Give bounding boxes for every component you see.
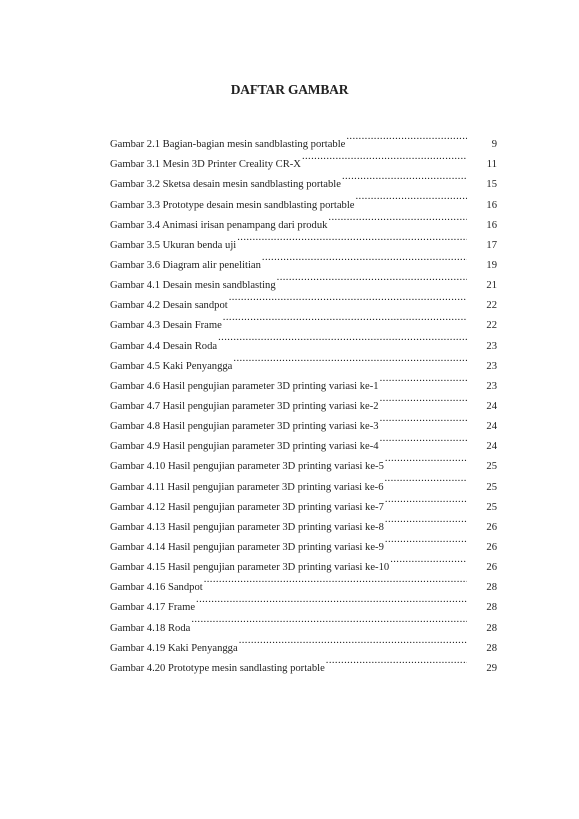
figure-entry-page-number: 28 bbox=[486, 622, 497, 634]
figure-entry-label: Gambar 3.5 Ukuran benda uji bbox=[110, 239, 237, 251]
dot-leader bbox=[239, 631, 467, 651]
figure-entry-page-number: 24 bbox=[486, 421, 497, 433]
figure-entry-label: Gambar 4.8 Hasil pengujian parameter 3D printing variasi ke-3 bbox=[110, 421, 379, 433]
dot-leader bbox=[380, 409, 467, 429]
figure-entry-page-number: 15 bbox=[486, 179, 497, 191]
figure-entry-label: Gambar 4.14 Hasil pengujian parameter 3D printing variasi ke-9 bbox=[110, 541, 384, 553]
dot-leader bbox=[380, 389, 467, 409]
figure-list-entry[interactable] bbox=[110, 127, 497, 151]
figure-entry-page-number: 22 bbox=[486, 320, 497, 332]
figure-entry-page-number: 16 bbox=[486, 199, 497, 211]
dot-leader bbox=[237, 228, 467, 248]
figure-entry-label: Gambar 2.1 Bagian-bagian mesin sandblasting portable bbox=[110, 139, 346, 151]
dot-leader bbox=[328, 208, 467, 228]
dot-leader bbox=[191, 610, 467, 630]
figure-entry-label: Gambar 4.17 Frame bbox=[110, 602, 196, 614]
dot-leader bbox=[262, 248, 467, 268]
figure-entry-page-number: 21 bbox=[486, 280, 497, 292]
figure-entry-label: Gambar 4.20 Prototype mesin sandlasting portable bbox=[110, 662, 325, 674]
figure-entry-page-number: 26 bbox=[486, 562, 497, 574]
figure-entry-label: Gambar 4.16 Sandpot bbox=[110, 582, 203, 594]
page-title: DAFTAR GAMBAR bbox=[230, 82, 349, 97]
figure-entry-label: Gambar 4.7 Hasil pengujian parameter 3D printing variasi ke-2 bbox=[110, 400, 379, 412]
figure-entry-label: Gambar 3.6 Diagram alir penelitian bbox=[110, 259, 261, 271]
dot-leader bbox=[223, 308, 467, 328]
figure-entry-label: Gambar 4.1 Desain mesin sandblasting bbox=[110, 280, 276, 292]
figure-entry-label: Gambar 4.6 Hasil pengujian parameter 3D printing variasi ke-1 bbox=[110, 380, 379, 392]
figure-entry-page-number: 24 bbox=[486, 441, 497, 453]
figure-entry-page-number: 26 bbox=[486, 541, 497, 553]
figure-entry-label: Gambar 3.2 Sketsa desain mesin sandblasting portable bbox=[110, 179, 341, 191]
dot-leader bbox=[385, 510, 467, 530]
figure-entry-page-number: 23 bbox=[486, 360, 497, 372]
figure-entry-label: Gambar 4.11 Hasil pengujian parameter 3D printing variasi ke-6 bbox=[110, 481, 384, 493]
dot-leader bbox=[346, 127, 467, 147]
dot-leader bbox=[233, 349, 467, 369]
dot-leader bbox=[380, 429, 467, 449]
figure-entry-page-number: 25 bbox=[486, 461, 497, 473]
dot-leader bbox=[385, 530, 467, 550]
figure-entry-page-number: 17 bbox=[486, 239, 497, 251]
dot-leader bbox=[326, 651, 467, 671]
figure-entry-page-number: 29 bbox=[486, 662, 497, 674]
figure-entry-label: Gambar 4.9 Hasil pengujian parameter 3D printing variasi ke-4 bbox=[110, 441, 379, 453]
figure-entry-page-number: 25 bbox=[486, 501, 497, 513]
figure-entry-page-number: 28 bbox=[486, 602, 497, 614]
figure-entry-label: Gambar 4.4 Desain Roda bbox=[110, 340, 218, 352]
dot-leader bbox=[204, 570, 467, 590]
figure-entry-page-number: 26 bbox=[486, 521, 497, 533]
figure-entry-label: Gambar 3.1 Mesin 3D Printer Creality CR-X bbox=[110, 159, 301, 171]
figure-entry-label: Gambar 4.3 Desain Frame bbox=[110, 320, 222, 332]
figure-entry-label: Gambar 3.4 Animasi irisan penampang dari produk bbox=[110, 219, 328, 231]
dot-leader bbox=[218, 328, 467, 348]
figure-entry-label: Gambar 4.2 Desain sandpot bbox=[110, 300, 228, 312]
dot-leader bbox=[196, 590, 467, 610]
dot-leader bbox=[277, 268, 467, 288]
figure-list bbox=[110, 127, 497, 674]
figure-entry-page-number: 28 bbox=[486, 642, 497, 654]
figure-entry-label: Gambar 4.19 Kaki Penyangga bbox=[110, 642, 238, 654]
figure-entry-label: Gambar 3.3 Prototype desain mesin sandblasting portable bbox=[110, 199, 355, 211]
dot-leader bbox=[229, 288, 467, 308]
figure-entry-label: Gambar 4.15 Hasil pengujian parameter 3D printing variasi ke-10 bbox=[110, 562, 390, 574]
figure-entry-page-number: 22 bbox=[486, 300, 497, 312]
figure-entry-label: Gambar 4.10 Hasil pengujian parameter 3D printing variasi ke-5 bbox=[110, 461, 384, 473]
figure-entry-label: Gambar 4.18 Roda bbox=[110, 622, 191, 634]
figure-entry-page-number: 23 bbox=[486, 380, 497, 392]
figure-entry-page-number: 24 bbox=[486, 400, 497, 412]
dot-leader bbox=[302, 147, 467, 167]
dot-leader bbox=[356, 187, 468, 207]
figure-entry-label: Gambar 4.13 Hasil pengujian parameter 3D printing variasi ke-8 bbox=[110, 521, 384, 533]
dot-leader bbox=[342, 167, 467, 187]
figure-entry-page-number: 23 bbox=[486, 340, 497, 352]
figure-entry-page-number: 9 bbox=[491, 139, 497, 151]
figure-entry-page-number: 11 bbox=[486, 159, 497, 171]
figure-entry-page-number: 25 bbox=[486, 481, 497, 493]
dot-leader bbox=[385, 469, 468, 489]
figure-entry-label: Gambar 4.12 Hasil pengujian parameter 3D printing variasi ke-7 bbox=[110, 501, 384, 513]
figure-entry-label: Gambar 4.5 Kaki Penyangga bbox=[110, 360, 233, 372]
figure-entry-page-number: 28 bbox=[486, 582, 497, 594]
dot-leader bbox=[390, 550, 467, 570]
figure-entry-page-number: 16 bbox=[486, 219, 497, 231]
dot-leader bbox=[380, 369, 467, 389]
dot-leader bbox=[385, 490, 467, 510]
dot-leader bbox=[385, 449, 467, 469]
figure-entry-page-number: 19 bbox=[486, 259, 497, 271]
